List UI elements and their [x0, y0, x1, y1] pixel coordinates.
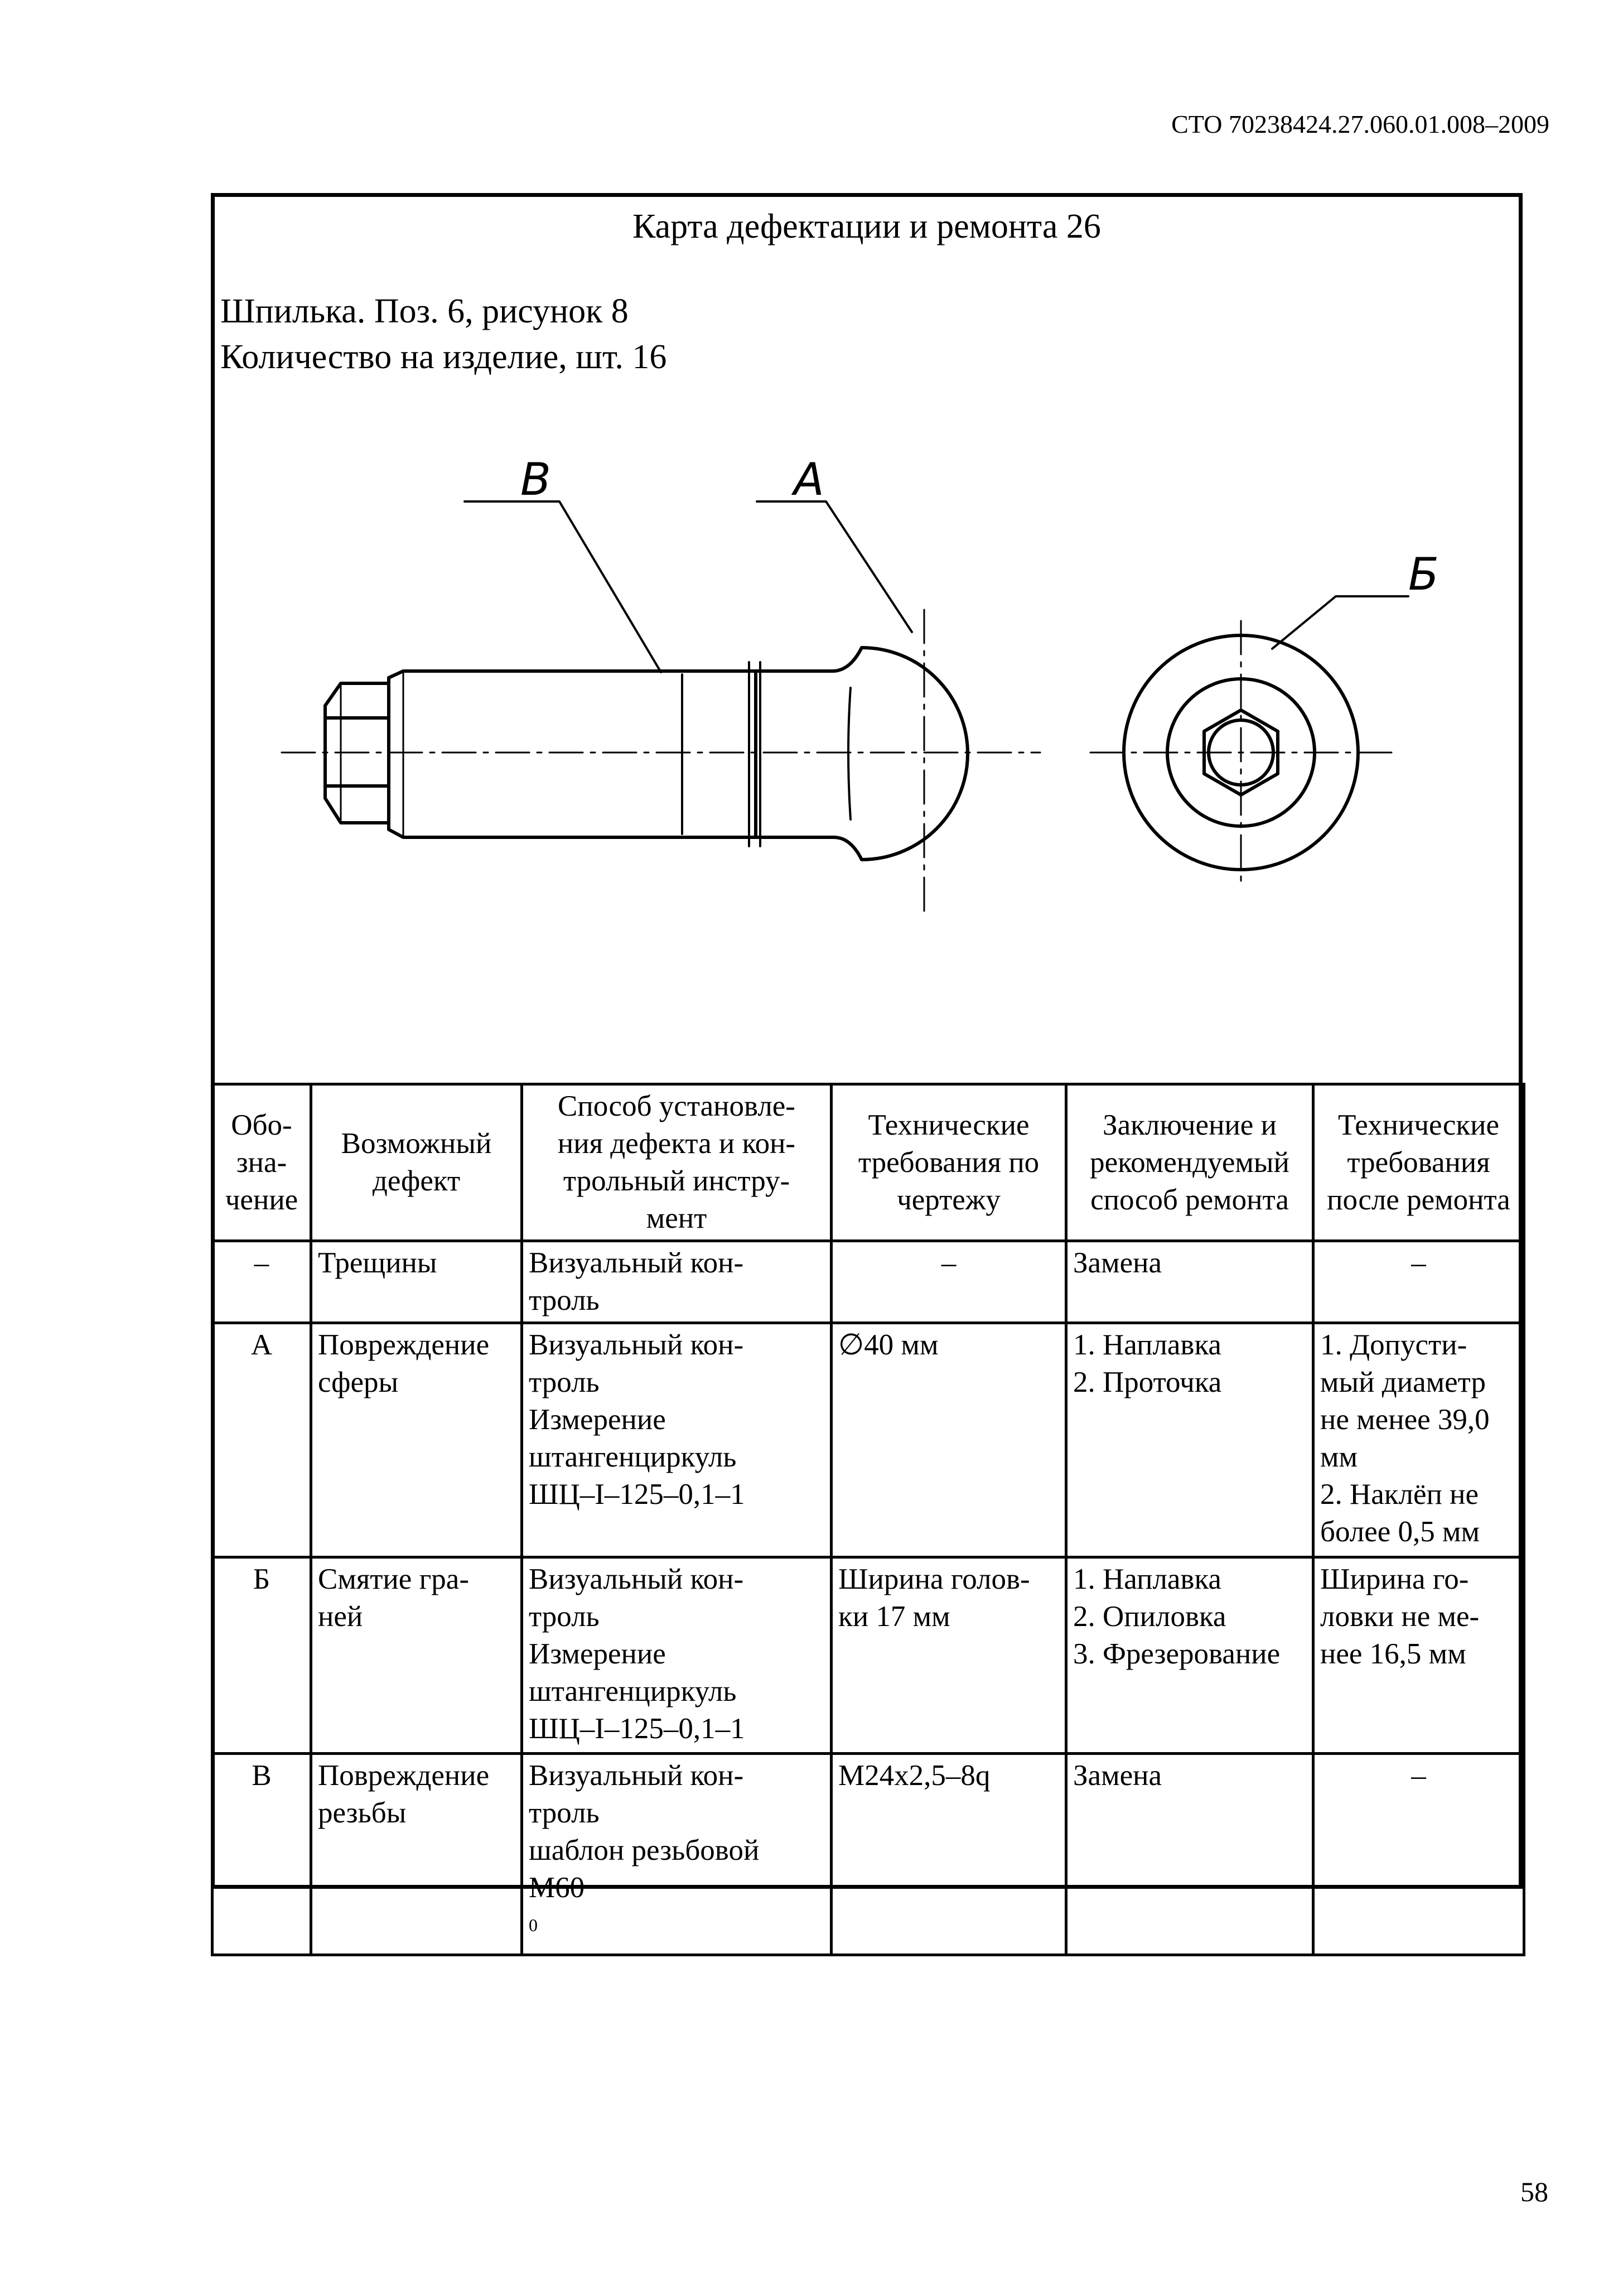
defects-table [211, 1083, 1525, 1956]
header-method: Способ установле- ния дефекта и кон- трольный инстру- мент [522, 1084, 832, 1241]
cell-requirements: ∅40 мм [832, 1323, 1066, 1557]
cell-designation: – [212, 1241, 311, 1323]
callout-label-b: Б [1408, 548, 1439, 600]
document-code: СТО 70238424.27.060.01.008–2009 [1171, 110, 1549, 138]
cell-defect: Смятие гра- ней [311, 1557, 522, 1754]
cell-defect: Повреждение резьбы [311, 1754, 522, 1955]
part-drawing [215, 197, 1520, 1084]
table-header-row [212, 1084, 1524, 1241]
thread-gauge-size: М60 [529, 1871, 585, 1904]
part-quantity: Количество на изделие, шт. 16 [220, 338, 667, 376]
cell-requirements: М24х2,5–8q [832, 1754, 1066, 1955]
cell-method: Визуальный кон- троль Измерение штангенциркуль ШЦ–I–125–0,1–1 [522, 1323, 832, 1557]
cell-defect: Повреждение сферы [311, 1323, 522, 1557]
cell-conclusion: Замена [1066, 1754, 1313, 1955]
cell-after-repair: – [1313, 1754, 1524, 1955]
callout-label-a: А [794, 454, 824, 505]
thread-gauge-angle: 0 [529, 1915, 538, 1935]
header-defect: Возможный дефект [311, 1084, 522, 1241]
cell-after-repair: – [1313, 1241, 1524, 1323]
cell-after-repair: 1. Допусти- мый диаметр не менее 39,0 мм 2. Наклёп не более 0,5 мм [1313, 1323, 1524, 1557]
cell-method: Визуальный кон- троль Измерение штангенциркуль ШЦ–I–125–0,1–1 [522, 1557, 832, 1754]
table-row [212, 1241, 1524, 1323]
cell-designation: А [212, 1323, 311, 1557]
page-number: 58 [1520, 2176, 1548, 2207]
header-conclusion: Заключение и рекомендуемый способ ремонта [1066, 1084, 1313, 1241]
cell-designation: В [212, 1754, 311, 1955]
cell-conclusion: 1. Наплавка 2. Проточка [1066, 1323, 1313, 1557]
header-designation: Обо- зна- чение [212, 1084, 311, 1241]
table-row [212, 1323, 1524, 1557]
cell-requirements: – [832, 1241, 1066, 1323]
cell-method: Визуальный кон- троль шаблон резьбовой М60 $^0$ [522, 1754, 832, 1955]
table-row [212, 1754, 1524, 1955]
cell-conclusion: Замена [1066, 1241, 1313, 1323]
axis-lines [282, 610, 1397, 911]
table-row [212, 1557, 1524, 1754]
cell-designation: Б [212, 1557, 311, 1754]
defect-card [211, 193, 1523, 1935]
cell-method: Визуальный кон- троль [522, 1241, 832, 1323]
cell-defect: Трещины [311, 1241, 522, 1323]
card-title: Карта дефектации и ремонта 26 [632, 208, 1101, 245]
callout-label-v: В [520, 454, 551, 505]
header-after-repair: Технические требования после ремонта [1313, 1084, 1524, 1241]
cell-requirements: Ширина голов- ки 17 мм [832, 1557, 1066, 1754]
callout-leaders [465, 501, 1408, 672]
cell-after-repair: Ширина го- ловки не ме- нее 16,5 мм [1313, 1557, 1524, 1754]
cell-conclusion: 1. Наплавка 2. Опиловка 3. Фрезерование [1066, 1557, 1313, 1754]
stud-side-view [325, 648, 968, 860]
part-designation: Шпилька. Поз. 6, рисунок 8 [220, 292, 629, 330]
header-drawing-requirements: Технические требования по чертежу [832, 1084, 1066, 1241]
